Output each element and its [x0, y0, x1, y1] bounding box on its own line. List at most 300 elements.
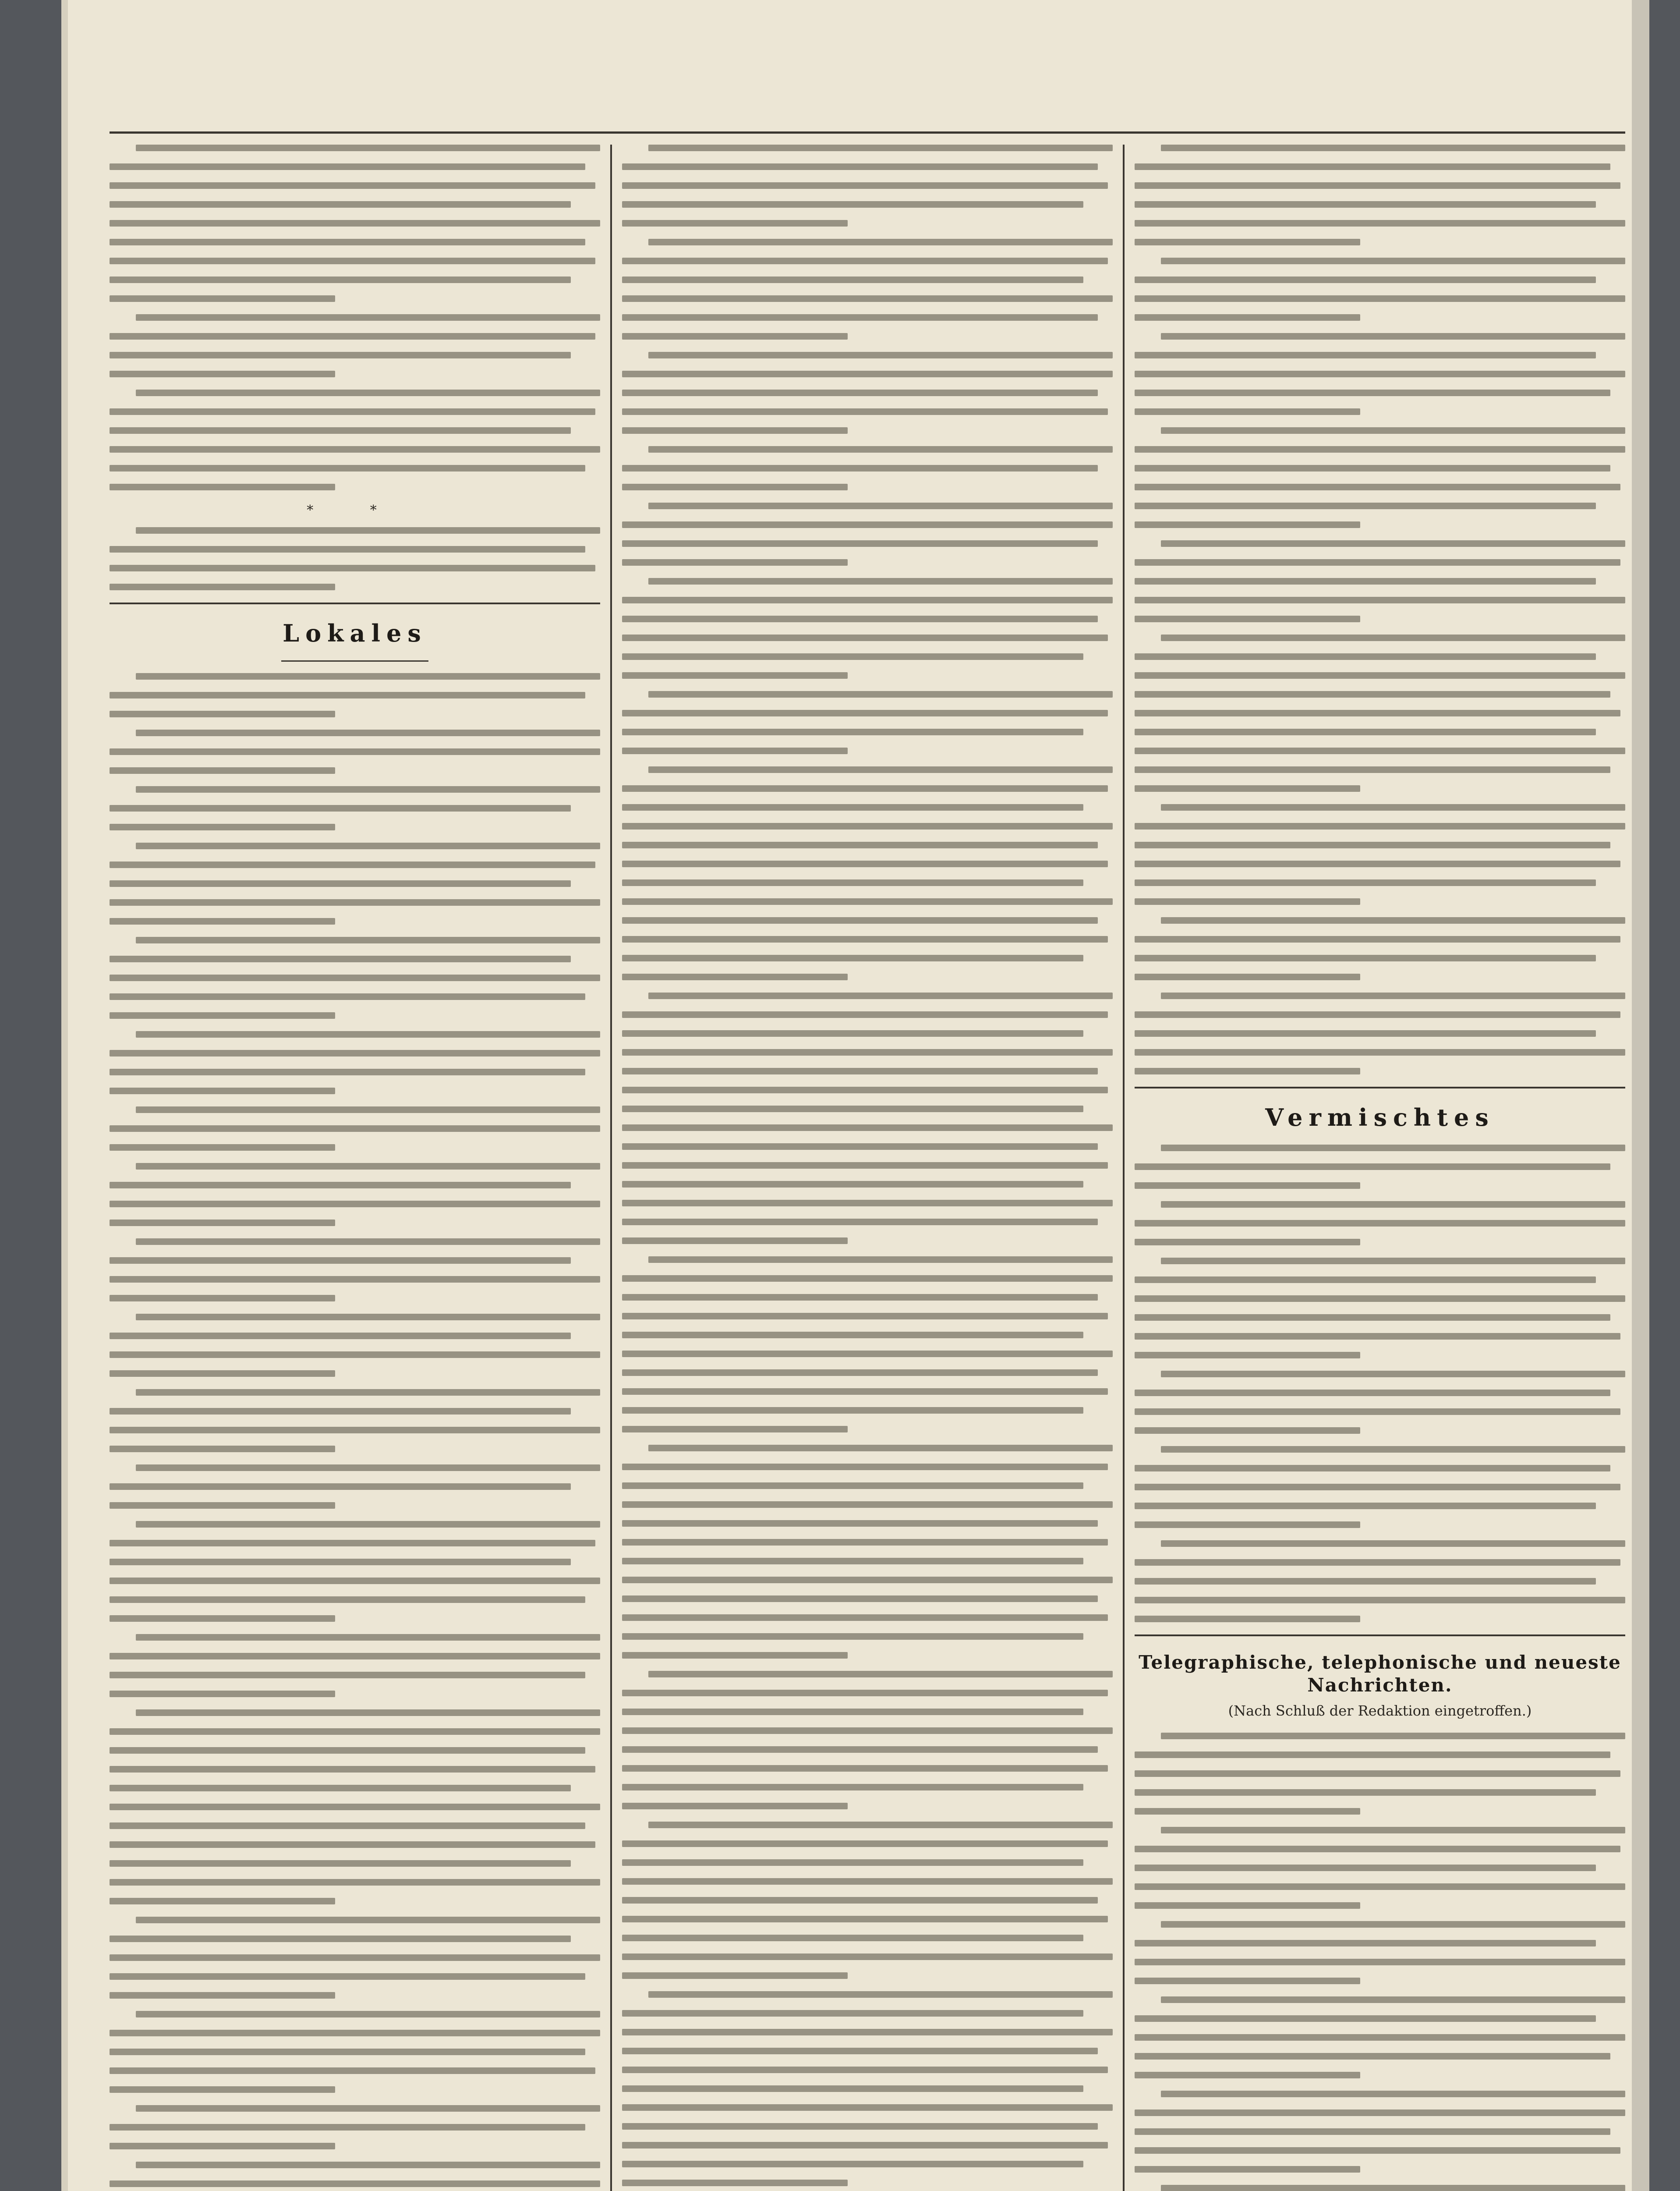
text-line	[1135, 295, 1625, 302]
text-line	[1161, 1996, 1625, 2003]
text-line	[110, 1370, 335, 1377]
text-line	[1135, 1333, 1620, 1340]
text-line	[622, 2010, 1083, 2017]
text-line	[622, 1106, 1083, 1112]
text-line	[1161, 1827, 1625, 1833]
text-line	[136, 673, 600, 680]
text-line	[1135, 748, 1625, 754]
text-line	[110, 446, 600, 453]
text-line	[110, 465, 585, 472]
text-line	[622, 672, 848, 679]
text-line	[110, 2030, 600, 2036]
text-line	[622, 955, 1083, 961]
text-line	[110, 1841, 595, 1848]
text-line	[622, 1351, 1113, 1357]
text-line	[1135, 1578, 1596, 1585]
text-line	[1135, 408, 1360, 415]
text-line	[110, 277, 571, 283]
text-line	[1135, 1163, 1610, 1170]
text-line	[110, 918, 335, 925]
text-line	[1135, 352, 1596, 358]
text-line	[1135, 785, 1360, 792]
text-line	[622, 1859, 1083, 1866]
text-line	[110, 880, 571, 887]
text-line	[136, 2162, 600, 2168]
text-line	[110, 1559, 571, 1565]
text-line	[1135, 1484, 1620, 1490]
text-line	[1135, 2166, 1360, 2173]
text-line	[110, 1672, 585, 1678]
text-line	[1135, 842, 1610, 848]
text-line	[648, 145, 1113, 151]
text-line	[1135, 1408, 1620, 1415]
text-line	[622, 1935, 1083, 1941]
text-line	[648, 1445, 1113, 1451]
text-line	[1135, 465, 1610, 472]
text-line	[1135, 616, 1360, 622]
section-rule	[1135, 1087, 1625, 1088]
text-line	[622, 465, 1098, 472]
text-line	[136, 145, 600, 151]
text-line	[1161, 1145, 1625, 1151]
text-line	[136, 390, 600, 396]
text-line	[1135, 1465, 1610, 1471]
text-line	[622, 333, 848, 340]
top-rule	[110, 131, 1625, 134]
text-line	[1135, 1049, 1625, 1056]
text-line	[110, 1446, 335, 1452]
text-line	[622, 2161, 1083, 2167]
text-line	[1161, 1540, 1625, 1547]
text-line	[622, 540, 1098, 547]
text-line	[110, 993, 585, 1000]
text-line	[110, 1653, 600, 1659]
text-line	[110, 1973, 585, 1980]
text-line	[110, 899, 600, 906]
text-line	[1135, 1011, 1620, 1018]
text-line	[622, 879, 1083, 886]
text-line	[622, 1972, 848, 1979]
text-line	[622, 1916, 1108, 1922]
text-line	[110, 1333, 571, 1339]
column-1	[110, 145, 600, 2191]
text-line	[110, 1502, 335, 1509]
page-edge-shadow	[1632, 0, 1649, 2191]
text-line	[622, 1181, 1083, 1188]
text-line	[1135, 201, 1596, 208]
text-line	[110, 565, 595, 571]
text-line	[136, 937, 600, 943]
text-line	[1135, 371, 1625, 377]
text-line	[622, 917, 1098, 924]
text-line	[110, 1615, 335, 1622]
text-line	[136, 2011, 600, 2017]
text-line	[1161, 1258, 1625, 1264]
text-line	[110, 1954, 600, 1961]
text-line	[1161, 540, 1625, 547]
text-line	[622, 1464, 1108, 1470]
text-line	[110, 163, 585, 170]
text-line	[110, 408, 595, 415]
text-line	[622, 616, 1098, 622]
text-line	[622, 484, 848, 490]
text-line	[622, 936, 1108, 943]
text-line	[622, 2142, 1108, 2148]
text-line	[622, 1011, 1108, 1018]
text-line	[622, 1784, 1083, 1790]
text-line	[622, 258, 1108, 264]
text-line	[622, 1614, 1108, 1621]
text-line	[622, 710, 1108, 716]
text-line	[1135, 1770, 1620, 1777]
text-line	[110, 824, 335, 830]
text-line	[1135, 653, 1596, 660]
text-line	[1135, 559, 1620, 566]
text-line	[622, 635, 1108, 641]
text-line	[136, 1521, 600, 1528]
text-line	[136, 730, 600, 736]
text-line	[110, 2086, 335, 2093]
text-line	[622, 861, 1108, 867]
text-line	[622, 1953, 1113, 1960]
text-line	[622, 1124, 1113, 1131]
text-line	[622, 1087, 1108, 1093]
text-line	[110, 1483, 571, 1490]
text-line	[1161, 917, 1625, 924]
text-line	[136, 786, 600, 793]
text-line	[622, 804, 1083, 811]
text-line	[1135, 729, 1596, 735]
text-line	[622, 1200, 1113, 1206]
text-line	[1135, 1597, 1625, 1603]
text-line	[622, 729, 1083, 735]
text-line	[1135, 2015, 1596, 2022]
text-line	[110, 1408, 571, 1415]
text-line	[110, 767, 335, 774]
text-line	[1135, 1352, 1360, 1358]
text-line	[622, 1558, 1083, 1564]
text-line	[622, 2048, 1098, 2054]
text-line	[1135, 1751, 1610, 1758]
text-line	[648, 766, 1113, 773]
text-line	[622, 390, 1098, 396]
text-line	[110, 1822, 585, 1829]
text-line	[1135, 521, 1360, 528]
text-line	[622, 1426, 848, 1432]
text-line	[136, 1238, 600, 1245]
text-line	[622, 1746, 1098, 1753]
text-line	[648, 1991, 1113, 1998]
text-line	[622, 1539, 1108, 1546]
court-continued	[1135, 145, 1625, 1074]
text-line	[1161, 635, 1625, 641]
text-line	[622, 1275, 1113, 1282]
text-line	[110, 692, 585, 698]
text-line	[1135, 861, 1620, 867]
text-line	[622, 1332, 1083, 1338]
text-line	[1135, 1220, 1625, 1227]
text-line	[136, 1163, 600, 1170]
text-line	[1161, 1371, 1625, 1377]
text-line	[110, 1125, 600, 1132]
text-line	[110, 1728, 600, 1735]
text-line	[622, 785, 1108, 792]
text-line	[110, 1201, 600, 1207]
text-line	[1135, 1239, 1360, 1245]
text-line	[110, 1351, 600, 1358]
text-line	[1135, 974, 1360, 980]
telegraph-news	[1135, 1733, 1625, 2191]
text-line	[1135, 1030, 1596, 1037]
section-stars: * *	[307, 503, 403, 518]
text-line	[110, 239, 585, 245]
text-line	[110, 1766, 595, 1773]
text-line	[110, 1257, 571, 1264]
text-line	[110, 1069, 585, 1075]
text-line	[1135, 1959, 1625, 1965]
text-line	[136, 1031, 600, 1038]
text-line	[110, 546, 585, 553]
text-line	[110, 975, 600, 981]
text-line	[1135, 1902, 1360, 1909]
section-rule	[110, 603, 600, 604]
text-line	[110, 258, 595, 264]
text-line	[622, 2180, 848, 2186]
text-line	[1161, 1733, 1625, 1739]
regional-articles	[622, 145, 1113, 2186]
text-line	[622, 1709, 1083, 1715]
text-line	[648, 993, 1113, 999]
text-line	[648, 503, 1113, 509]
text-line	[648, 1822, 1113, 1828]
text-line	[622, 1162, 1108, 1169]
text-line	[1135, 1182, 1360, 1189]
text-line	[648, 1671, 1113, 1677]
text-line	[1135, 484, 1620, 490]
text-line	[110, 1050, 600, 1057]
text-line	[622, 182, 1108, 189]
text-line	[110, 295, 335, 302]
text-line	[622, 314, 1098, 321]
text-line	[1161, 258, 1625, 264]
text-line	[110, 371, 335, 377]
text-line	[136, 1106, 600, 1113]
text-line	[1161, 1201, 1625, 1208]
text-line	[622, 408, 1108, 415]
text-line	[1135, 446, 1625, 453]
text-line	[1135, 1314, 1610, 1321]
section-rule	[1135, 1634, 1625, 1636]
text-line	[1161, 2185, 1625, 2191]
text-line	[110, 1012, 335, 1019]
text-line	[110, 1879, 600, 1886]
text-line	[622, 2123, 1098, 2130]
text-line	[110, 2067, 595, 2074]
text-line	[1135, 2072, 1360, 2078]
text-line	[622, 1765, 1108, 1772]
text-line	[1135, 766, 1610, 773]
text-line	[1135, 1559, 1620, 1566]
text-line	[622, 2085, 1083, 2092]
text-line	[1135, 182, 1620, 189]
text-line	[110, 201, 571, 208]
text-line	[110, 1691, 335, 1697]
text-line	[110, 352, 571, 358]
text-line	[622, 2067, 1108, 2073]
article-torpedoboot	[110, 145, 600, 490]
text-line	[110, 1427, 600, 1433]
text-line	[110, 862, 595, 868]
section-heading-telegraphische-nachrichten: Telegraphische, telephonische und neueste Nachrichten.	[1139, 1652, 1621, 1696]
text-line	[110, 1936, 571, 1942]
text-line	[622, 1501, 1113, 1508]
column-3	[1135, 145, 1625, 2191]
text-line	[622, 2029, 1113, 2035]
text-line	[622, 295, 1113, 302]
text-line	[622, 898, 1113, 905]
text-line	[622, 163, 1098, 170]
text-line	[136, 1709, 600, 1716]
text-line	[622, 1878, 1113, 1885]
text-line	[110, 1898, 335, 1904]
text-line	[1161, 1446, 1625, 1453]
text-line	[136, 1314, 600, 1320]
text-line	[622, 653, 1083, 660]
text-line	[1135, 1521, 1360, 1528]
text-line	[1135, 2109, 1625, 2116]
article-obituary	[110, 527, 600, 590]
text-line	[110, 584, 335, 590]
text-line	[136, 1464, 600, 1471]
column-rule	[1123, 145, 1125, 2191]
text-line	[1135, 936, 1620, 943]
text-line	[110, 2143, 335, 2149]
text-line	[622, 1219, 1098, 1225]
text-line	[1161, 427, 1625, 434]
text-line	[1135, 1503, 1596, 1509]
text-line	[1135, 1978, 1360, 1984]
text-line	[622, 1369, 1098, 1376]
text-line	[110, 1860, 571, 1867]
text-line	[136, 1389, 600, 1396]
text-line	[622, 1313, 1108, 1319]
text-line	[110, 1804, 600, 1810]
text-line	[136, 843, 600, 849]
text-line	[136, 1634, 600, 1641]
text-line	[1135, 2128, 1610, 2135]
text-line	[1135, 879, 1596, 886]
text-line	[110, 333, 595, 340]
text-line	[1161, 2091, 1625, 2097]
text-line	[1161, 333, 1625, 340]
text-line	[648, 352, 1113, 358]
text-line	[110, 711, 335, 717]
text-line	[622, 277, 1083, 283]
text-line	[1135, 2034, 1625, 2041]
text-line	[1135, 898, 1360, 905]
text-line	[110, 182, 595, 189]
text-line	[110, 1182, 571, 1188]
text-line	[1135, 2053, 1610, 2060]
text-line	[110, 1144, 335, 1151]
text-line	[110, 2124, 585, 2131]
text-line	[110, 2049, 585, 2055]
text-line	[1135, 2147, 1620, 2154]
section-rule	[281, 660, 428, 662]
text-line	[110, 1088, 335, 1094]
text-line	[1135, 390, 1610, 396]
text-line	[648, 691, 1113, 698]
text-line	[622, 748, 848, 754]
text-line	[622, 1482, 1083, 1489]
section-note: (Nach Schluß der Redaktion eingetroffen.)	[1228, 1702, 1532, 1719]
text-line	[622, 974, 848, 980]
lokales-articles	[110, 673, 600, 2191]
text-line	[1135, 239, 1360, 245]
text-line	[110, 1540, 595, 1546]
text-line	[1135, 1276, 1596, 1283]
text-line	[110, 1276, 600, 1283]
text-line	[110, 748, 600, 755]
column-rule	[610, 145, 612, 2191]
text-line	[622, 201, 1083, 208]
vermischtes-articles	[1135, 1145, 1625, 1622]
text-line	[136, 1917, 600, 1923]
text-line	[1135, 823, 1625, 830]
text-line	[622, 1577, 1113, 1583]
text-line	[622, 2104, 1113, 2111]
text-line	[622, 1595, 1098, 1602]
text-line	[1135, 1789, 1596, 1796]
text-line	[622, 597, 1113, 603]
text-line	[1135, 1940, 1596, 1946]
text-line	[1135, 1616, 1360, 1622]
text-line	[110, 2180, 600, 2187]
column-2	[622, 145, 1113, 2191]
section-heading-vermischtes: Vermischtes	[1265, 1103, 1495, 1131]
text-line	[622, 1520, 1098, 1527]
text-line	[1135, 1883, 1625, 1890]
text-line	[1135, 1865, 1596, 1871]
section-heading-lokales: Lokales	[283, 619, 427, 647]
text-line	[622, 1727, 1113, 1734]
text-line	[1135, 314, 1360, 321]
text-line	[1161, 1921, 1625, 1928]
text-line	[648, 239, 1113, 245]
text-line	[648, 578, 1113, 585]
text-line	[648, 446, 1113, 453]
text-line	[110, 956, 571, 962]
text-line	[110, 1785, 571, 1791]
text-line	[622, 1294, 1098, 1301]
text-line	[622, 1030, 1083, 1037]
text-line	[1135, 955, 1596, 961]
text-line	[1135, 597, 1625, 603]
text-line	[622, 1068, 1098, 1074]
text-line	[622, 1690, 1108, 1696]
text-line	[110, 1747, 585, 1754]
text-line	[136, 314, 600, 321]
text-line	[622, 521, 1113, 528]
text-line	[622, 220, 848, 227]
text-line	[1135, 710, 1620, 716]
text-line	[622, 371, 1113, 377]
text-line	[1135, 578, 1596, 585]
text-line	[622, 1652, 848, 1659]
text-line	[110, 1220, 335, 1226]
text-line	[622, 1897, 1098, 1904]
text-line	[622, 1388, 1108, 1395]
